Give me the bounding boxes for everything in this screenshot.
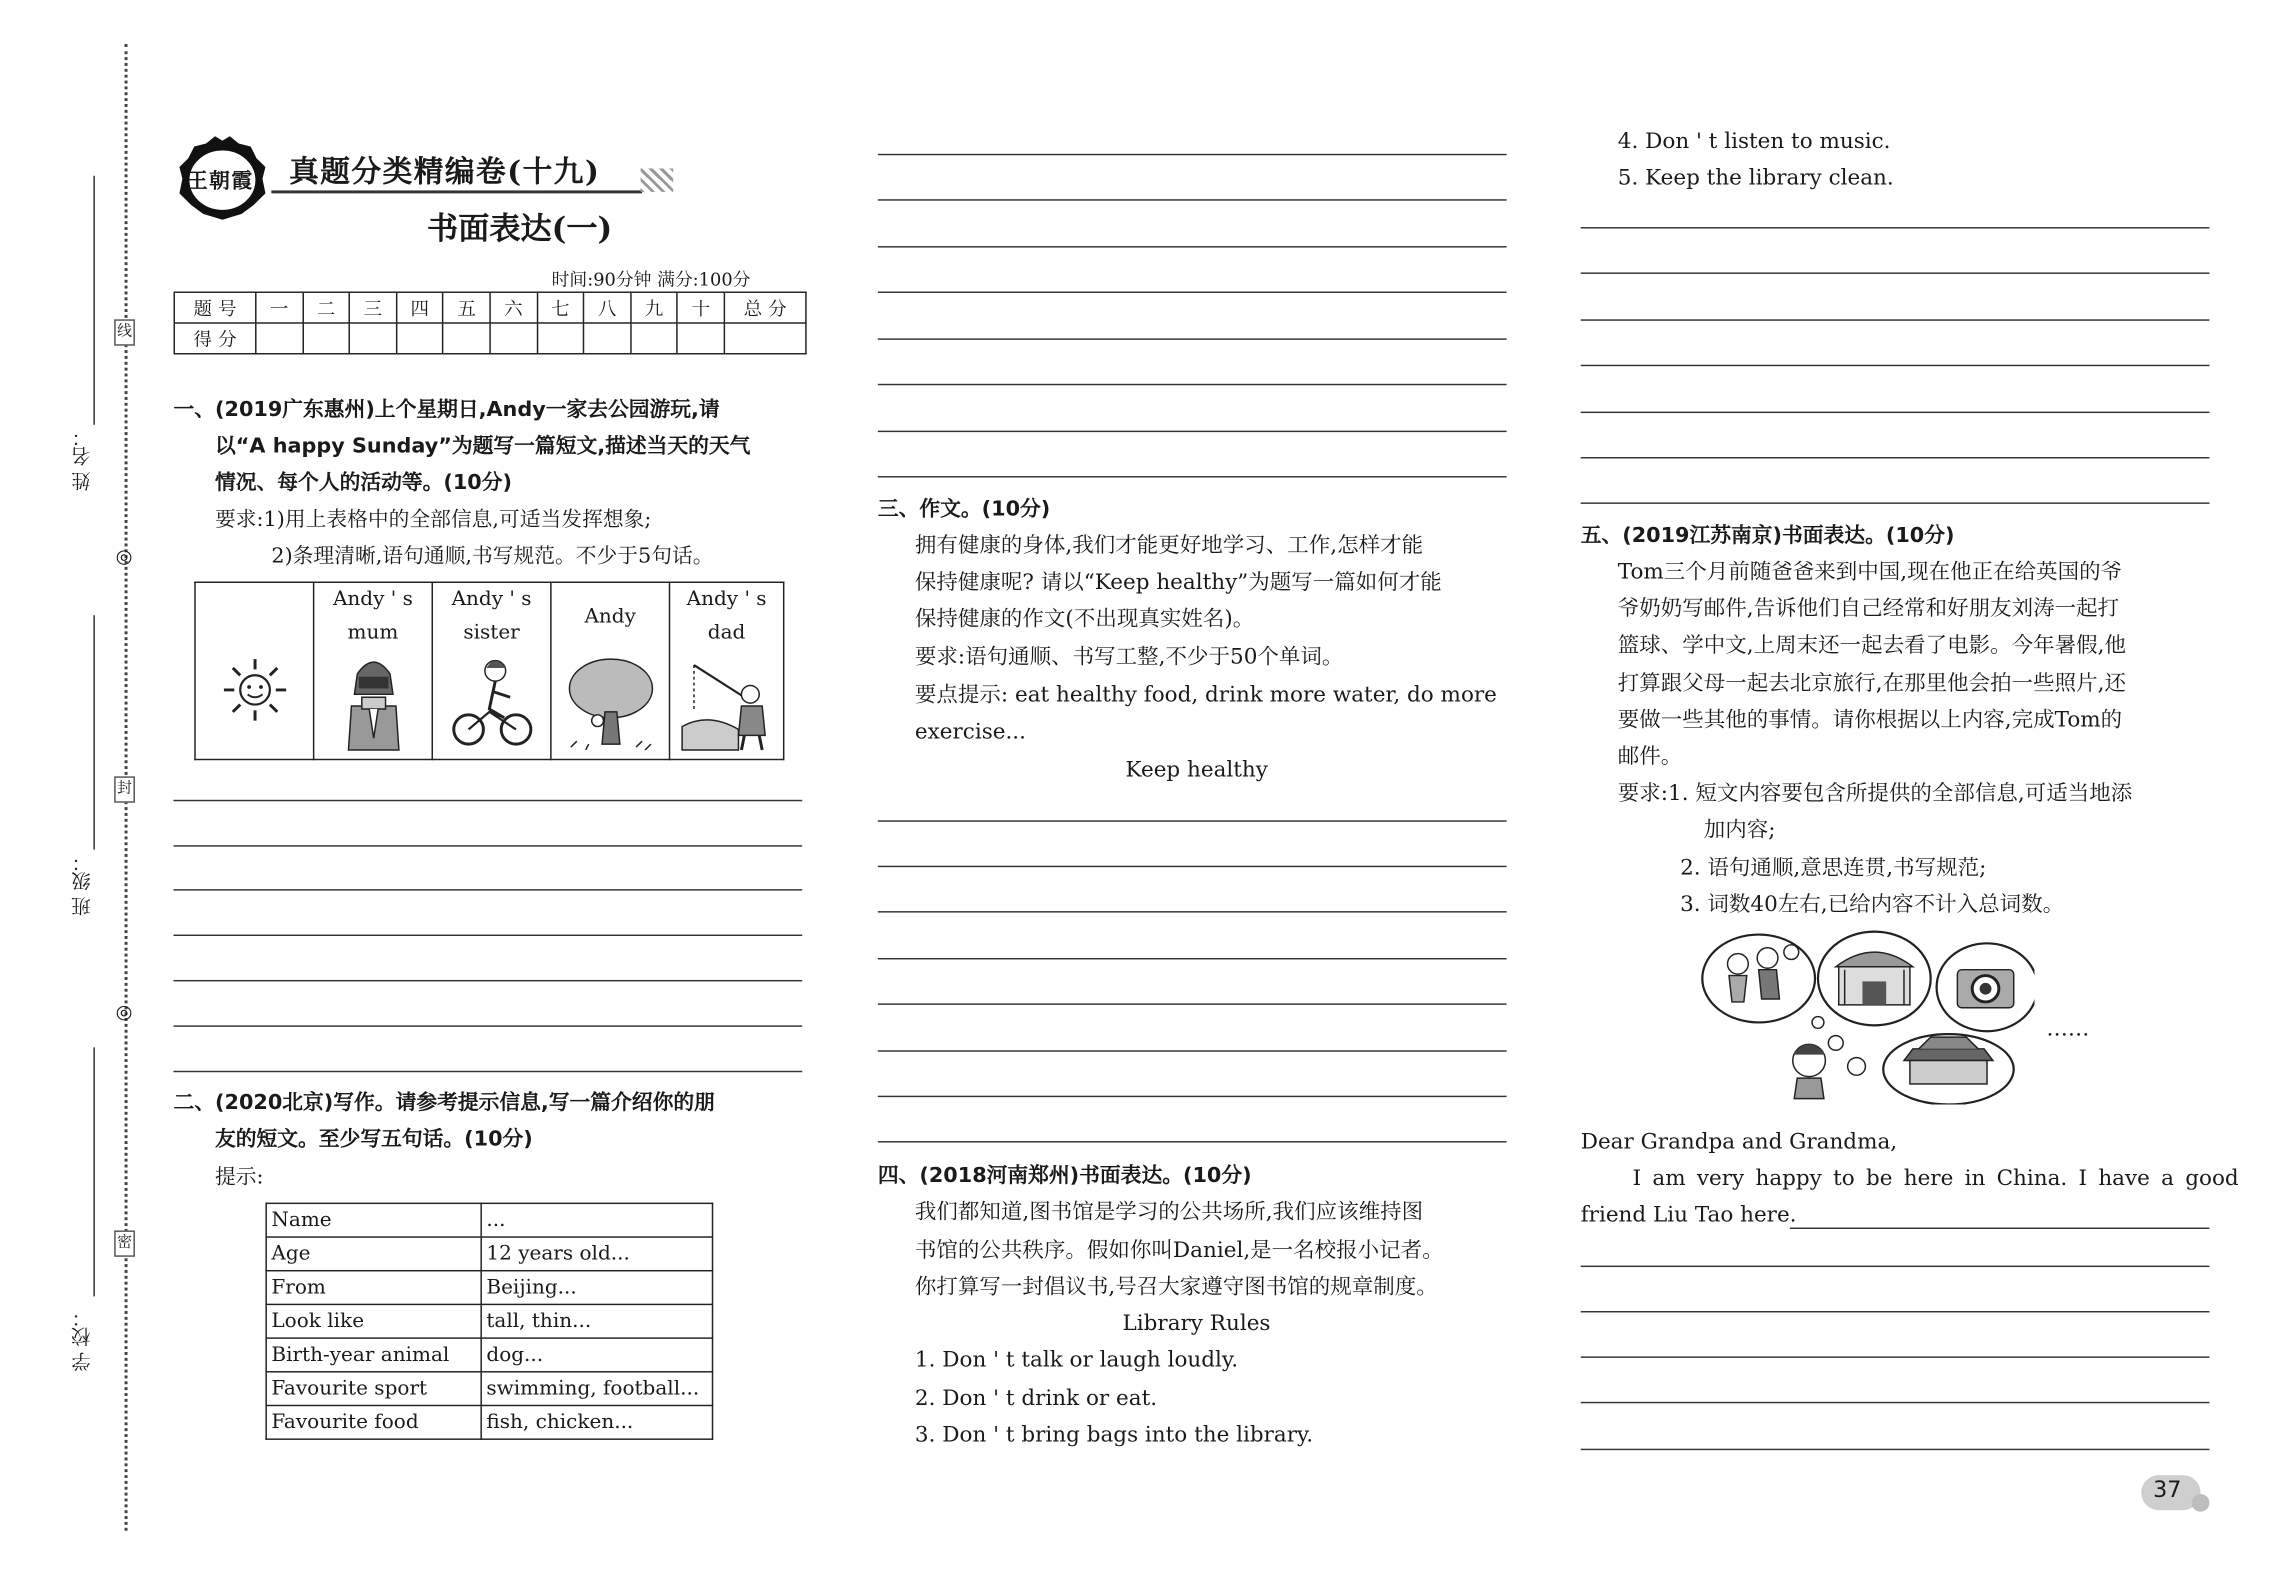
sun-icon — [219, 655, 290, 725]
q3-writing-line[interactable] — [878, 958, 1507, 959]
score-cell[interactable] — [443, 323, 490, 354]
score-header-cell: 六 — [490, 292, 537, 323]
score-table — [173, 291, 806, 354]
q5-writing-line[interactable] — [1790, 1228, 2210, 1229]
q3-writing-line[interactable] — [878, 866, 1507, 867]
table-row — [266, 1203, 712, 1237]
q3-writing-line[interactable] — [878, 1050, 1507, 1051]
table-row — [266, 1271, 712, 1305]
q1-picture-table — [194, 582, 784, 761]
q2-text: 二、(2020北京)写作。请参考提示信息,写一篇介绍你的朋 — [173, 1091, 715, 1115]
q4-writing-line[interactable] — [1581, 319, 2210, 320]
hint-value: tall, thin... — [481, 1304, 712, 1338]
page-title: 真题分类精编卷(十九) — [289, 153, 601, 189]
sister-bike-icon — [450, 653, 533, 753]
pic-label: Andy ' s — [332, 587, 413, 611]
score-cell[interactable] — [584, 323, 631, 354]
page-number: 37 — [2153, 1476, 2182, 1503]
pic-cell-dad — [670, 582, 784, 759]
pic-label: sister — [463, 621, 520, 645]
title-deco-icon — [641, 168, 674, 191]
hint-key: Favourite sport — [266, 1372, 481, 1406]
q4-writing-line[interactable] — [1581, 272, 2210, 273]
q3-tips: 要点提示: eat healthy food, drink more water, do more — [914, 684, 1497, 708]
q3-text: 保持健康呢? 请以“Keep healthy”为题写一篇如何才能 — [914, 571, 1442, 595]
hint-value: 12 years old... — [481, 1237, 712, 1271]
score-header-cell: 四 — [396, 292, 443, 323]
table-row — [266, 1304, 712, 1338]
title-underline — [271, 190, 642, 193]
q3-head: 三、作文。(10分) — [877, 498, 1051, 522]
q5-writing-line[interactable] — [1581, 1266, 2210, 1267]
letter-salutation: Dear Grandpa and Grandma, — [1580, 1130, 1898, 1155]
score-header-cell: 一 — [256, 292, 303, 323]
q4-writing-line[interactable] — [1581, 227, 2210, 228]
binding-clip-icon: ◎ — [115, 1001, 133, 1024]
time-info: 时间:90分钟 满分:100分 — [551, 269, 751, 291]
name-underline — [93, 176, 94, 425]
q5-writing-line[interactable] — [1581, 1356, 2210, 1357]
q4-text: 书馆的公共秩序。假如你叫Daniel,是一名校报小记者。 — [914, 1239, 1444, 1263]
q1-text: 以“A happy Sunday”为题写一篇短文,描述当天的天气 — [215, 435, 751, 459]
q4-writing-line[interactable] — [1581, 457, 2210, 458]
pic-cell-mum — [314, 582, 433, 759]
school-underline — [93, 1047, 94, 1296]
binding-box-label: 线 — [114, 319, 135, 345]
q3-essay-title: Keep healthy — [1125, 758, 1268, 783]
q2-text: 友的短文。至少写五句话。(10分) — [215, 1127, 533, 1152]
q3-writing-line[interactable] — [878, 911, 1507, 912]
score-header-cell: 八 — [584, 292, 631, 323]
score-cell[interactable] — [303, 323, 350, 354]
q2-writing-line[interactable] — [878, 476, 1507, 477]
q4-writing-line[interactable] — [1581, 365, 2210, 366]
pic-label: mum — [347, 621, 399, 645]
dad-fishing-icon — [679, 653, 774, 753]
q5-requirement: 要求:1. 短文内容要包含所提供的全部信息,可适当地添 — [1617, 782, 2133, 806]
binding-box-label: 封 — [114, 776, 135, 802]
pic-label: Andy — [584, 604, 636, 629]
q5-text: 要做一些其他的事情。请你根据以上内容,完成Tom的 — [1617, 708, 2123, 733]
q5-text: Tom三个月前随爸爸来到中国,现在他正在给英国的爷 — [1617, 561, 2123, 585]
score-cell[interactable] — [256, 323, 303, 354]
q3-writing-line[interactable] — [878, 1003, 1507, 1004]
q5-writing-line[interactable] — [1581, 1449, 2210, 1450]
q4-rule-item: 3. Don ' t bring bags into the library. — [914, 1423, 1314, 1448]
class-underline — [93, 615, 94, 849]
q3-tips: exercise... — [914, 720, 1026, 745]
score-cell[interactable] — [490, 323, 537, 354]
q2-writing-line[interactable] — [878, 199, 1507, 200]
logo — [173, 135, 271, 223]
hint-value: ... — [481, 1203, 712, 1237]
score-cell[interactable] — [537, 323, 584, 354]
q4-rule-item: 1. Don ' t talk or laugh loudly. — [914, 1349, 1239, 1373]
letter-body: I am very happy to be here in China. I have a good — [1632, 1167, 2239, 1191]
score-header-cell: 七 — [537, 292, 584, 323]
cinema-icon — [1818, 932, 1931, 1026]
tom-boy-icon — [1793, 1044, 1826, 1098]
binding-box-label: 密 — [114, 1230, 135, 1256]
basketball-friends-icon — [1702, 935, 1815, 1023]
q2-writing-line[interactable] — [878, 246, 1507, 247]
table-row — [266, 1237, 712, 1271]
score-cell[interactable] — [724, 323, 806, 354]
hint-key: Age — [266, 1237, 481, 1271]
q3-writing-line[interactable] — [878, 820, 1507, 821]
score-header-row — [174, 292, 806, 323]
q4-rule-item: 2. Don ' t drink or eat. — [914, 1387, 1158, 1411]
q5-requirement: 2. 语句通顺,意思连贯,书写规范; — [1680, 856, 1987, 881]
q5-requirement: 加内容; — [1703, 818, 1776, 843]
q2-writing-line[interactable] — [878, 154, 1507, 155]
hint-value: Beijing... — [481, 1271, 712, 1305]
q1-writing-line[interactable] — [173, 845, 802, 846]
q1-writing-line[interactable] — [173, 1025, 802, 1026]
score-header-cell: 十 — [677, 292, 724, 323]
score-input-row — [174, 323, 806, 354]
tiananmen-icon — [1883, 1034, 2013, 1104]
q3-text: 保持健康的作文(不出现真实姓名)。 — [914, 607, 1255, 632]
hint-key: Look like — [266, 1304, 481, 1338]
q4-text: 我们都知道,图书馆是学习的公共场所,我们应该维持图 — [914, 1201, 1424, 1225]
pic-cell-sister — [432, 582, 551, 759]
q2-writing-line[interactable] — [878, 338, 1507, 339]
hint-key: From — [266, 1271, 481, 1305]
q3-writing-line[interactable] — [878, 1141, 1507, 1142]
page-number-bubble — [2138, 1471, 2206, 1512]
q1-writing-line[interactable] — [173, 1071, 802, 1072]
q1-text: 情况、每个人的活动等。(10分) — [215, 471, 513, 496]
score-cell[interactable] — [631, 323, 678, 354]
hint-value: dog... — [481, 1338, 712, 1372]
q2-writing-line[interactable] — [878, 291, 1507, 292]
q5-requirement: 3. 词数40左右,已给内容不计入总词数。 — [1680, 893, 2065, 917]
score-header-cell: 三 — [349, 292, 396, 323]
q1-writing-line[interactable] — [173, 889, 802, 890]
class-label: 班 级： — [72, 852, 95, 916]
hint-key: Name — [266, 1203, 481, 1237]
q4-rules-title: Library Rules — [1122, 1312, 1271, 1336]
q5-thought-illustration — [1693, 926, 2034, 1105]
q1-writing-line[interactable] — [173, 935, 802, 936]
pic-label: Andy ' s — [451, 587, 532, 611]
table-row — [266, 1338, 712, 1372]
q5-writing-line[interactable] — [1581, 1311, 2210, 1312]
score-header-cell: 总 分 — [724, 292, 806, 323]
q4-writing-line[interactable] — [1581, 502, 2210, 503]
score-header-cell: 题 号 — [174, 292, 256, 323]
score-cell[interactable] — [396, 323, 443, 354]
hint-key: Favourite food — [266, 1405, 481, 1439]
q1-requirement: 2)条理清晰,语句通顺,书写规范。不少于5句话。 — [271, 544, 714, 569]
page-subtitle: 书面表达(一) — [427, 209, 613, 247]
logo-text: 王朝霞 — [186, 169, 254, 194]
hint-value: fish, chicken... — [481, 1405, 712, 1439]
school-label: 学 校： — [72, 1308, 95, 1372]
camera-icon — [1937, 943, 2035, 1031]
q3-text: 拥有健康的身体,我们才能更好地学习、工作,怎样才能 — [914, 534, 1424, 559]
table-row — [266, 1405, 712, 1439]
binding-clip-icon: ◎ — [115, 546, 133, 569]
q1-requirement: 要求:1)用上表格中的全部信息,可适当发挥想象; — [215, 508, 652, 532]
score-row-label: 得 分 — [174, 323, 256, 354]
mum-camera-icon — [336, 653, 410, 753]
score-header-cell: 九 — [631, 292, 678, 323]
q4-head: 四、(2018河南郑州)书面表达。(10分) — [877, 1164, 1252, 1188]
hint-key: Birth-year animal — [266, 1338, 481, 1372]
hint-value: swimming, football... — [481, 1372, 712, 1406]
q3-requirement: 要求:语句通顺、书写工整,不少于50个单词。 — [914, 645, 1344, 670]
tree-icon — [564, 653, 656, 753]
letter-body: friend Liu Tao here. — [1580, 1204, 1797, 1228]
pic-cell-andy — [551, 582, 670, 759]
score-cell[interactable] — [349, 323, 396, 354]
q5-text: 打算跟父母一起去北京旅行,在那里他会拍一些照片,还 — [1617, 672, 2126, 696]
q3-writing-line[interactable] — [878, 1096, 1507, 1097]
q5-text: 篮球、学中文,上周末还一起去看了电影。今年暑假,他 — [1617, 634, 2126, 658]
q5-head: 五、(2019江苏南京)书面表达。(10分) — [1580, 524, 1955, 548]
pic-label: Andy ' s — [686, 587, 767, 611]
q5-ellipsis: …… — [2046, 1018, 2090, 1042]
name-label: 姓 名： — [72, 427, 95, 491]
q1-text: 一、(2019广东惠州)上个星期日,Andy一家去公园游玩,请 — [173, 398, 720, 422]
table-row — [266, 1372, 712, 1406]
score-cell[interactable] — [677, 323, 724, 354]
q4-rule-item: 4. Don ' t listen to music. — [1617, 130, 1891, 154]
q5-text: 邮件。 — [1617, 745, 1683, 770]
q5-text: 爷奶奶写邮件,告诉他们自己经常和好朋友刘涛一起打 — [1617, 597, 2120, 622]
score-header-cell: 二 — [303, 292, 350, 323]
q2-hint-table — [265, 1203, 713, 1440]
q2-writing-line[interactable] — [878, 431, 1507, 432]
q4-text: 你打算写一封倡议书,号召大家遵守图书馆的规章制度。 — [914, 1275, 1438, 1300]
score-header-cell: 五 — [443, 292, 490, 323]
q2-hint-label: 提示: — [215, 1165, 264, 1190]
q1-writing-line[interactable] — [173, 800, 802, 801]
pic-label: dad — [707, 621, 746, 645]
q1-writing-line[interactable] — [173, 980, 802, 981]
q2-writing-line[interactable] — [878, 384, 1507, 385]
pic-cell-weather — [195, 582, 314, 759]
q4-rule-item: 5. Keep the library clean. — [1617, 166, 1894, 191]
q5-writing-line[interactable] — [1581, 1402, 2210, 1403]
q4-writing-line[interactable] — [1581, 412, 2210, 413]
